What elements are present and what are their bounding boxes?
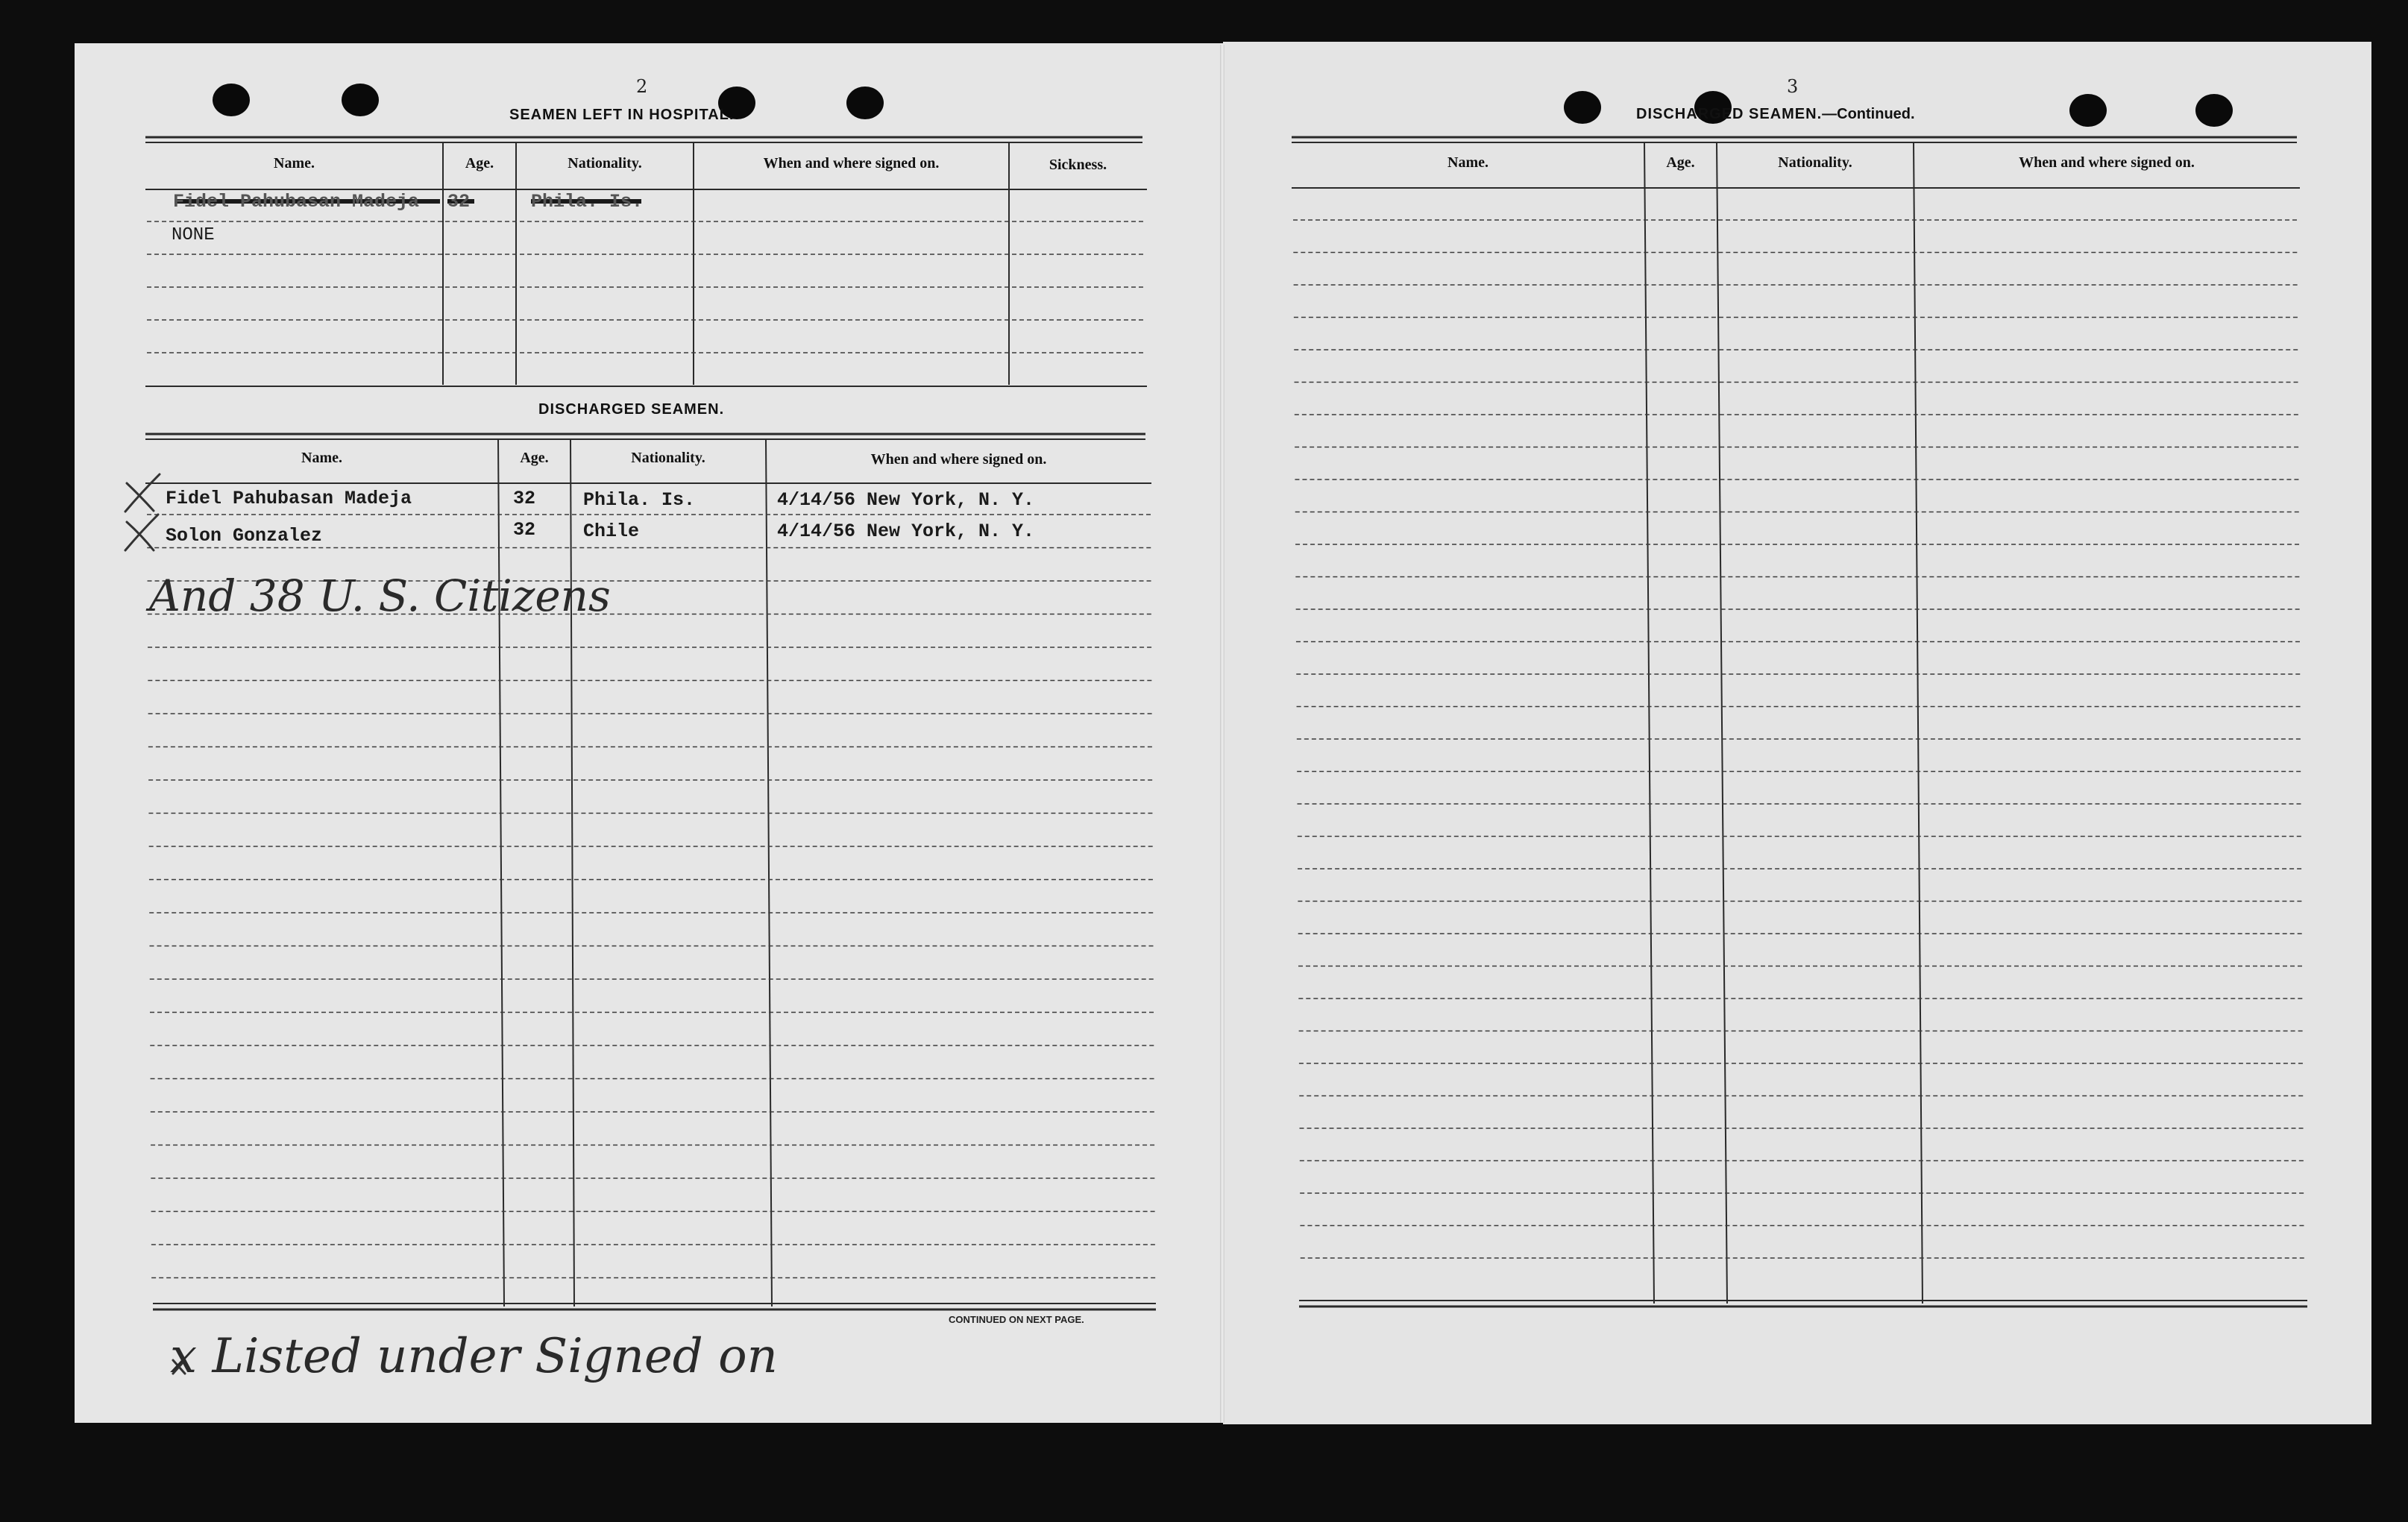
col-header-name: Name. bbox=[301, 450, 342, 466]
struck-age: 32 bbox=[447, 191, 471, 213]
struck-nationality: Phila. Is. bbox=[531, 191, 644, 213]
page-number: 3 bbox=[1787, 76, 1799, 97]
page-number: 2 bbox=[636, 76, 648, 97]
seaman-signed-on: 4/14/56 New York, N. Y. bbox=[777, 521, 1035, 542]
seaman-name: Fidel Pahubasan Madeja bbox=[166, 488, 412, 509]
bottom-handwritten-note: x Listed under Signed on bbox=[170, 1329, 778, 1384]
seaman-nationality: Phila. Is. bbox=[583, 489, 696, 511]
col-header-age: Age. bbox=[520, 450, 549, 466]
col-header-signed-on: When and where signed on. bbox=[763, 155, 940, 172]
discharged-continued-title bbox=[1636, 106, 1915, 123]
col-header-signed-on: When and where signed on. bbox=[870, 451, 1047, 468]
seaman-signed-on: 4/14/56 New York, N. Y. bbox=[777, 489, 1035, 511]
seaman-age: 32 bbox=[513, 519, 536, 541]
col-header-nationality: Nationality. bbox=[568, 155, 642, 172]
col-header-name: Name. bbox=[1447, 154, 1489, 171]
seaman-age: 32 bbox=[513, 488, 536, 509]
discharged-section-title: DISCHARGED SEAMEN. bbox=[538, 401, 725, 418]
col-header-name: Name. bbox=[274, 155, 315, 172]
continued-note: CONTINUED ON NEXT PAGE. bbox=[949, 1314, 1084, 1325]
seaman-nationality: Chile bbox=[583, 521, 640, 542]
seaman-name: Solon Gonzalez bbox=[166, 525, 323, 547]
col-header-age: Age. bbox=[1666, 154, 1695, 171]
title-suffix: —Continued. bbox=[1822, 106, 1915, 122]
col-header-nationality: Nationality. bbox=[631, 450, 705, 466]
struck-name: Fidel Pahubasan Madeja bbox=[173, 191, 420, 213]
title-text: DISCHARGED SEAMEN. bbox=[1636, 106, 1823, 122]
hospital-section-title: SEAMEN LEFT IN HOSPITAL. bbox=[509, 107, 735, 123]
col-header-sickness: Sickness. bbox=[1049, 157, 1107, 173]
handwritten-citizens-note: And 38 U. S. Citizens bbox=[149, 570, 611, 621]
col-header-age: Age. bbox=[465, 155, 494, 172]
hospital-entry-none: NONE bbox=[172, 225, 215, 245]
col-header-signed-on: When and where signed on. bbox=[2019, 154, 2195, 171]
col-header-nationality: Nationality. bbox=[1778, 154, 1852, 171]
